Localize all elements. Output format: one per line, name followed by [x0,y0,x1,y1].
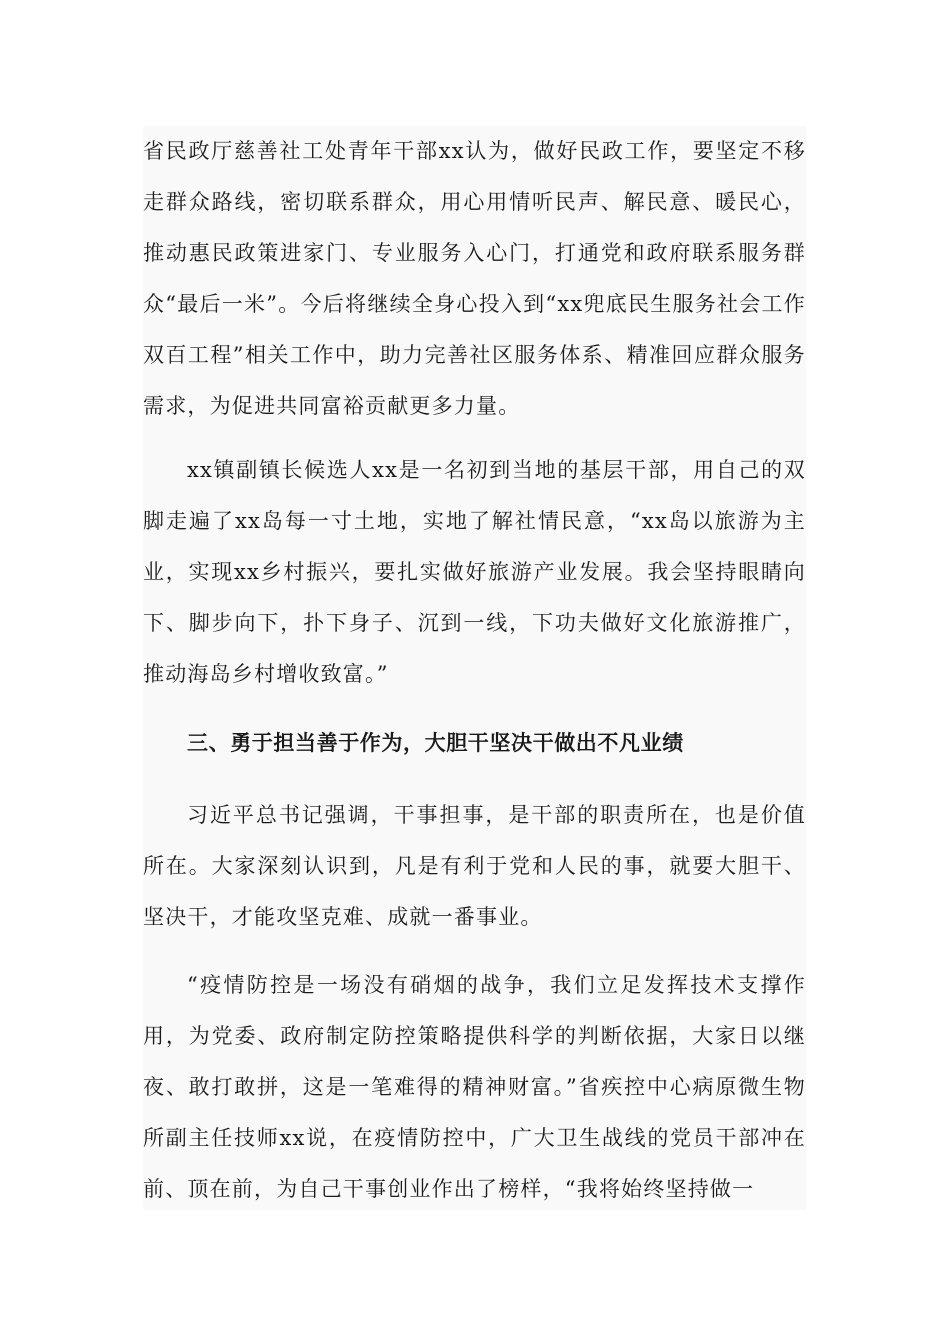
paragraph-township-candidate: xx镇副镇长候选人xx是一名初到当地的基层干部，用自己的双脚走遍了xx岛每一寸土地，实地了解社情民意，“xx岛以旅游为主业，实现xx乡村振兴，要扎实做好旅游产业发展。我会坚持眼睛向下、脚步向下，扑下身子、沉到一线，下功夫做好文化旅游推广，推动海岛乡村增收致富。” [143,458,806,686]
paragraph-civil-affairs: 省民政厅慈善社工处青年干部xx认为，做好民政工作，要坚定不移走群众路线，密切联系群众，用心用情听民声、解民意、暖民心，推动惠民政策进家门、专业服务入心门，打通党和政府联系服务群众“最后一米”。今后将继续全身心投入到“xx兜底民生服务社会工作双百工程”相关工作中，助力完善社区服务体系、精准回应群众服务需求，为促进共同富裕贡献更多力量。 [143,139,806,418]
section-heading: 三、勇于担当善于作为，大胆干坚决干做出不凡业绩 [187,731,684,755]
paragraph-xi-quote: 习近平总书记强调，干事担事，是干部的职责所在，也是价值所在。大家深刻认识到，凡是有利于党和人民的事，就要大胆干、坚决干，才能攻坚克难、成就一番事业。 [143,803,806,929]
document-body [143,126,806,1210]
paragraph-epidemic-control: “疫情防控是一场没有硝烟的战争，我们立足发挥技术支撑作用，为党委、政府制定防控策略提供科学的判断依据，大家日以继夜、敢打敢拼，这是一笔难得的精神财富。”省疾控中心病原微生物所副主任技师xx说，在疫情防控中，广大卫生战线的党员干部冲在前、顶在前，为自己干事创业作出了榜样，“我将始终坚持做一 [143,973,806,1201]
